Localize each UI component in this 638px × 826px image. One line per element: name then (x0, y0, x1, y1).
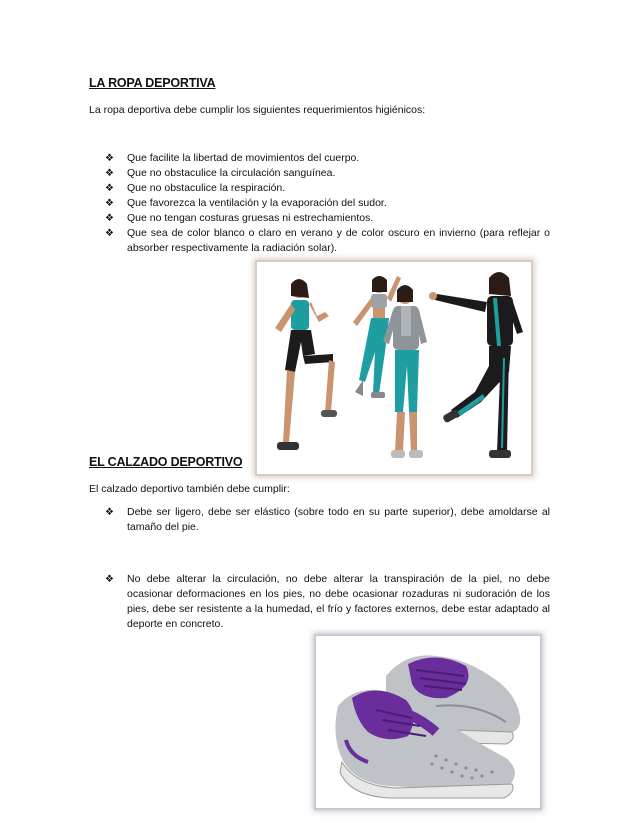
sportswear-photo (257, 262, 531, 474)
sports-shoes-photo (316, 636, 540, 808)
diamond-bullet-icon: ❖ (105, 198, 114, 209)
section-intro-calzado: El calzado deportivo también debe cumplir: (89, 483, 290, 495)
diamond-bullet-icon: ❖ (105, 213, 114, 224)
bullet-list-calzado-2 (105, 572, 550, 632)
section-intro-ropa: La ropa deportiva debe cumplir los siguientes requerimientos higiénicos: (89, 104, 426, 116)
sportswear-illustration (257, 262, 531, 474)
section-heading-calzado: EL CALZADO DEPORTIVO (89, 455, 243, 469)
list-item: ❖ Que no obstaculice la respiración. (105, 182, 286, 194)
list-item: ❖ Que no obstaculice la circulación sanguínea. (105, 167, 336, 179)
diamond-bullet-icon: ❖ (105, 507, 114, 518)
bullet-list-calzado-1 (105, 505, 550, 535)
list-item: ❖ Que favorezca la ventilación y la evaporación del sudor. (105, 197, 387, 209)
list-item: ❖ Que no tengan costuras gruesas ni estrechamientos. (105, 212, 374, 224)
section-heading-ropa: LA ROPA DEPORTIVA (89, 76, 216, 90)
list-item: ❖ Que sea de color blanco o claro en verano y de color oscuro en invierno (para reflejar o absorber respectivamente la radiación solar). (105, 227, 550, 254)
list-item: ❖ Que facilite la libertad de movimientos del cuerpo. (105, 152, 360, 164)
diamond-bullet-icon: ❖ (105, 183, 114, 194)
diamond-bullet-icon: ❖ (105, 168, 114, 179)
diamond-bullet-icon: ❖ (105, 574, 114, 585)
diamond-bullet-icon: ❖ (105, 228, 114, 239)
list-item: ❖ Debe ser ligero, debe ser elástico (sobre todo en su parte superior), debe amoldarse al tamaño del pie. (105, 506, 550, 533)
bullet-list-ropa (105, 151, 550, 256)
list-item: ❖ No debe alterar la circulación, no debe alterar la transpiración de la piel, no debe ocasionar deformaciones en los pies, no debe ocasionar rozaduras ni sudoración de los pies, debe ser resistente a la humedad, el frío y factores externos, debe estar adaptado al deporte en concreto. (105, 573, 550, 630)
sports-shoes-illustration (316, 636, 540, 808)
diamond-bullet-icon: ❖ (105, 153, 114, 164)
